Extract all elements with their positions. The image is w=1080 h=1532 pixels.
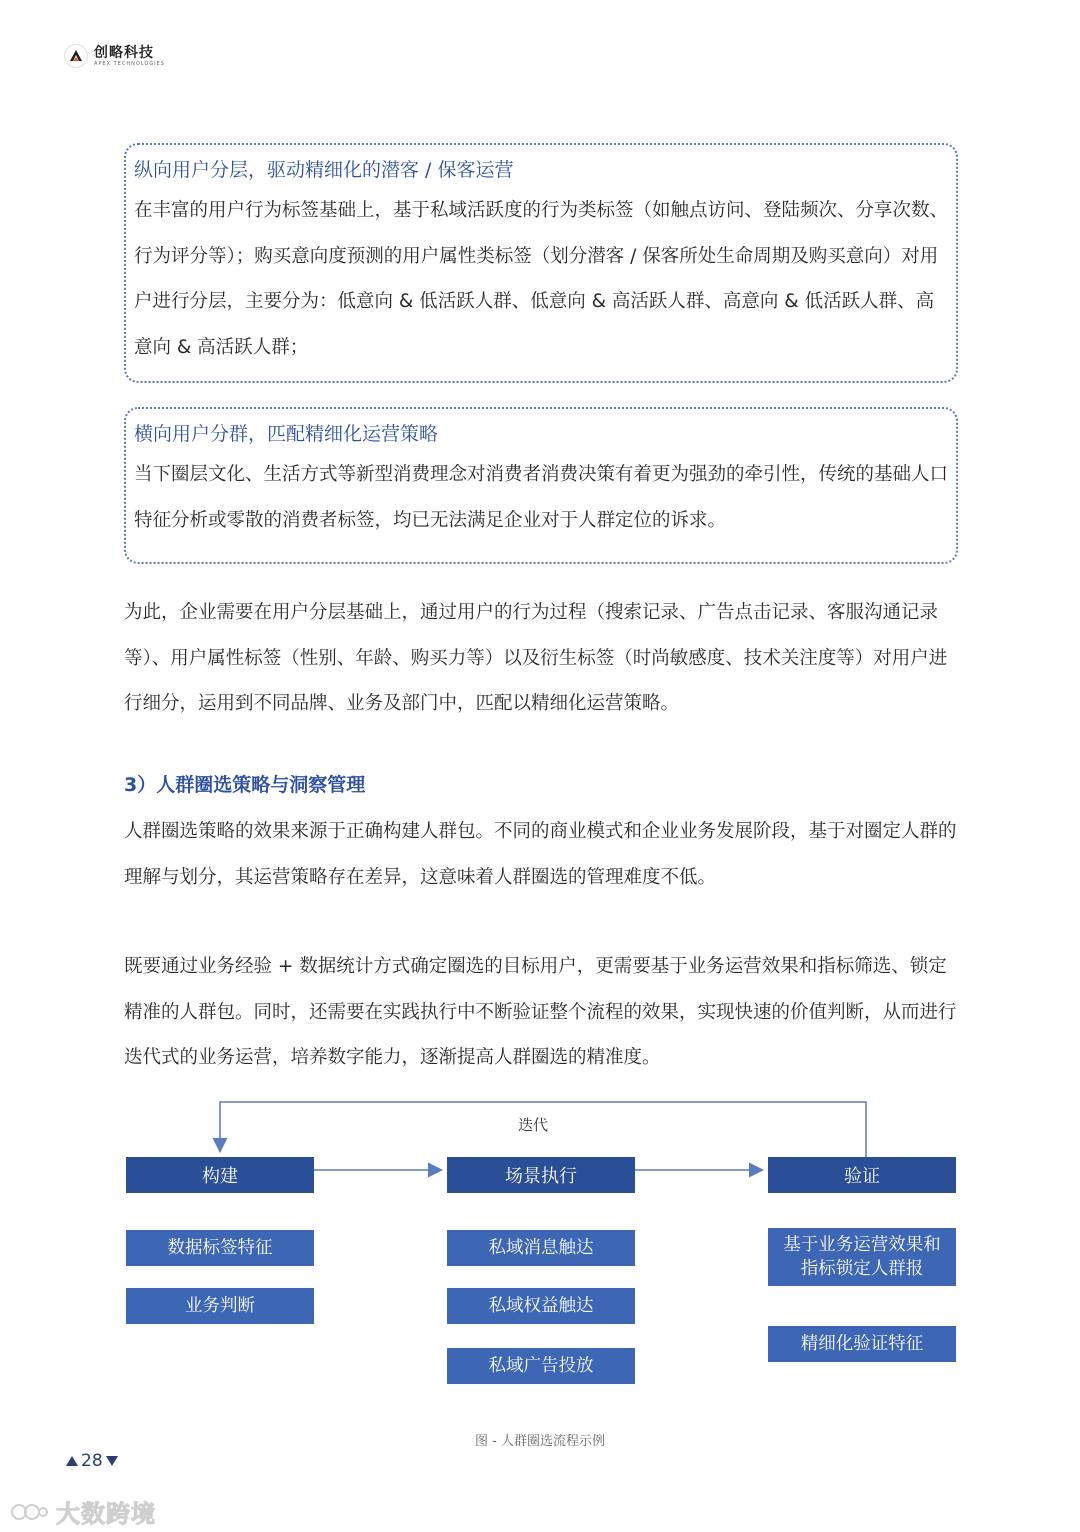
page-number [66, 1451, 118, 1471]
page-up-icon[interactable] [66, 1456, 78, 1466]
paragraph: 既要通过业务经验 + 数据统计方式确定圈选的目标用户，更需要基于业务运营效果和指标筛选、锁定精准的人群包。同时，还需要在实践执行中不断验证整个流程的效果，实现快速的价值判断，从而进行迭代式的业务运营，培养数字能力，逐渐提高人群圈选的精准度。 [124, 956, 957, 1068]
watermark-text: 大数跨境 [56, 1500, 156, 1528]
company-logo [64, 44, 165, 68]
logo-name-cn: 创略科技 [94, 44, 154, 61]
box-title: 纵向用户分层，驱动精细化的潜客 / 保客运营 [134, 159, 514, 181]
verify-item [768, 1228, 956, 1286]
stage-build: 构建 [126, 1157, 314, 1193]
box-title: 横向用户分群，匹配精细化运营策略 [134, 423, 439, 445]
box-body: 在丰富的用户行为标签基础上，基于私域活跃度的行为类标签（如触点访问、登陆频次、分享次数、行为评分等）；购买意向度预测的用户属性类标签（划分潜客 / 保客所处生命周期及购买意向）对用户进行分层，主要分为：低意向 & 低活跃人群、低意向 & 高活跃人群、高意向 & 低活跃人群、高意向 & 高活跃人群； [134, 200, 949, 358]
horizontal-segmentation-box [124, 407, 958, 564]
execute-item: 私域消息触达 [447, 1230, 635, 1266]
section-heading: 3）人群圈选策略与洞察管理 [124, 774, 366, 796]
watermark [10, 1494, 156, 1529]
stage-verify: 验证 [768, 1157, 956, 1193]
logo-name-en: APEX TECHNOLOGIES [94, 60, 165, 67]
figure-caption: 图 - 人群圈选流程示例 [475, 1434, 605, 1449]
execute-item: 私域广告投放 [447, 1348, 635, 1384]
execute-item: 私域权益触达 [447, 1288, 635, 1324]
page-down-icon[interactable] [106, 1456, 118, 1466]
verify-item-line: 指标锁定人群报 [800, 1259, 924, 1279]
paragraph: 为此，企业需要在用户分层基础上，通过用户的行为过程（搜索记录、广告点击记录、客服沟通记录等）、用户属性标签（性别、年龄、购买力等）以及衍生标签（时尚敏感度、技术关注度等）对用户进行细分，运用到不同品牌、业务及部门中，匹配以精细化运营策略。 [124, 602, 948, 714]
watermark-icon [10, 1500, 50, 1524]
vertical-layering-box [124, 143, 958, 383]
paragraph: 人群圈选策略的效果来源于正确构建人群包。不同的商业模式和企业业务发展阶段，基于对圈定人群的理解与划分，其运营策略存在差异，这意味着人群圈选的管理难度不低。 [124, 821, 957, 888]
box-body: 当下圈层文化、生活方式等新型消费理念对消费者消费决策有着更为强劲的牵引性，传统的基础人口特征分析或零散的消费者标签，均已无法满足企业对于人群定位的诉求。 [134, 464, 949, 531]
iteration-label: 迭代 [518, 1116, 549, 1134]
build-item: 业务判断 [126, 1288, 314, 1324]
page-number-value: 28 [81, 1451, 103, 1471]
build-item: 数据标签特征 [126, 1230, 314, 1266]
verify-item: 精细化验证特征 [768, 1326, 956, 1362]
iteration-loop-arrow [220, 1102, 866, 1157]
verify-item-line: 基于业务运营效果和 [783, 1235, 941, 1255]
logo-icon [64, 44, 88, 68]
stage-execute: 场景执行 [447, 1157, 635, 1193]
